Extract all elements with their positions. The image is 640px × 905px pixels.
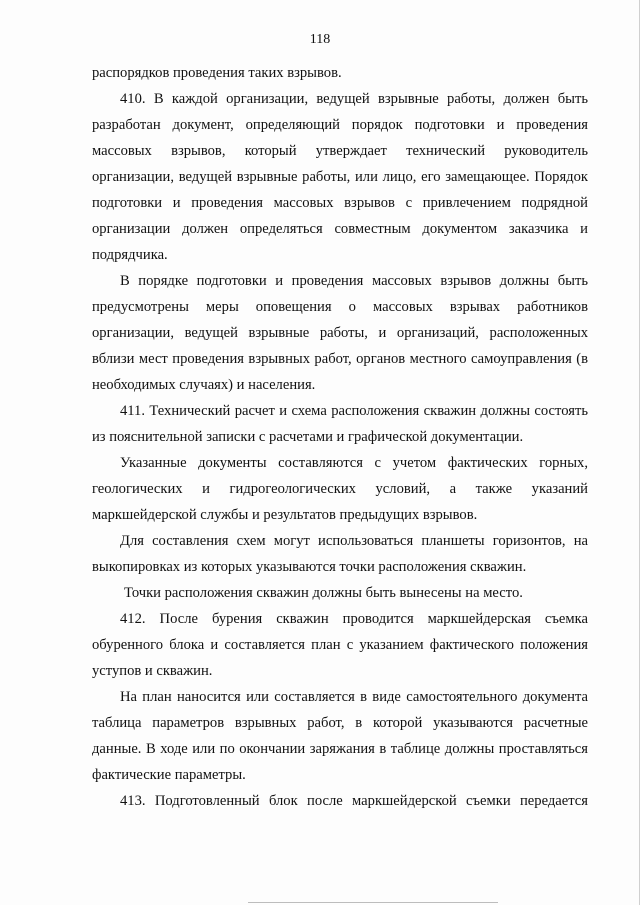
paragraph-schemes: Для составления схем могут использоваться планшеты горизонтов, на выкопировках из которых указываются точки расположения скважин. xyxy=(92,533,588,575)
paragraph-notification: В порядке подготовки и проведения массовых взрывов должны быть предусмотрены меры оповещения о массовых взрывах работников организации, ведущей взрывные работы, и организаций, расположенных вблизи мест проведения взрывных работ, органов местного самоуправления (в необходимых случаях) и населения. xyxy=(92,273,588,393)
paragraph-parameters-table: На план наносится или составляется в виде самостоятельного документа таблица параметров взрывных работ, в которой указываются расчетные данные. В ходе или по окончании заряжания в таблице должны проставляться фактические параметры. xyxy=(92,689,588,783)
page-number: 118 xyxy=(309,32,331,47)
paragraph-continuation: распорядков проведения таких взрывов. xyxy=(92,65,342,81)
document-body xyxy=(92,60,588,814)
paragraph-clause-413: 413. Подготовленный блок после маркшейдерской съемки передается xyxy=(120,793,588,809)
paragraph-clause-410: 410. В каждой организации, ведущей взрывные работы, должен быть разработан документ, определяющий порядок подготовки и проведения массовых взрывов, который утверждает технический руководитель организации, ведущей взрывные работы, или лицо, его замещающее. Порядок подготовки и проведения массовых взрывов с привлечением подрядной организации должен определяться совместным документом заказчика и подрядчика. xyxy=(92,91,588,263)
paragraph-clause-412: 412. После бурения скважин проводится маркшейдерская съемка обуренного блока и составляется план с указанием фактического положения уступов и скважин. xyxy=(92,611,588,679)
bottom-divider xyxy=(248,902,498,903)
paragraph-clause-411: 411. Технический расчет и схема расположения скважин должны состоять из пояснительной записки с расчетами и графической документации. xyxy=(92,403,588,445)
paragraph-well-points: Точки расположения скважин должны быть вынесены на место. xyxy=(124,585,523,601)
paragraph-documents: Указанные документы составляются с учетом фактических горных, геологических и гидрогеологических условий, а также указаний маркшейдерской службы и результатов предыдущих взрывов. xyxy=(92,455,588,523)
